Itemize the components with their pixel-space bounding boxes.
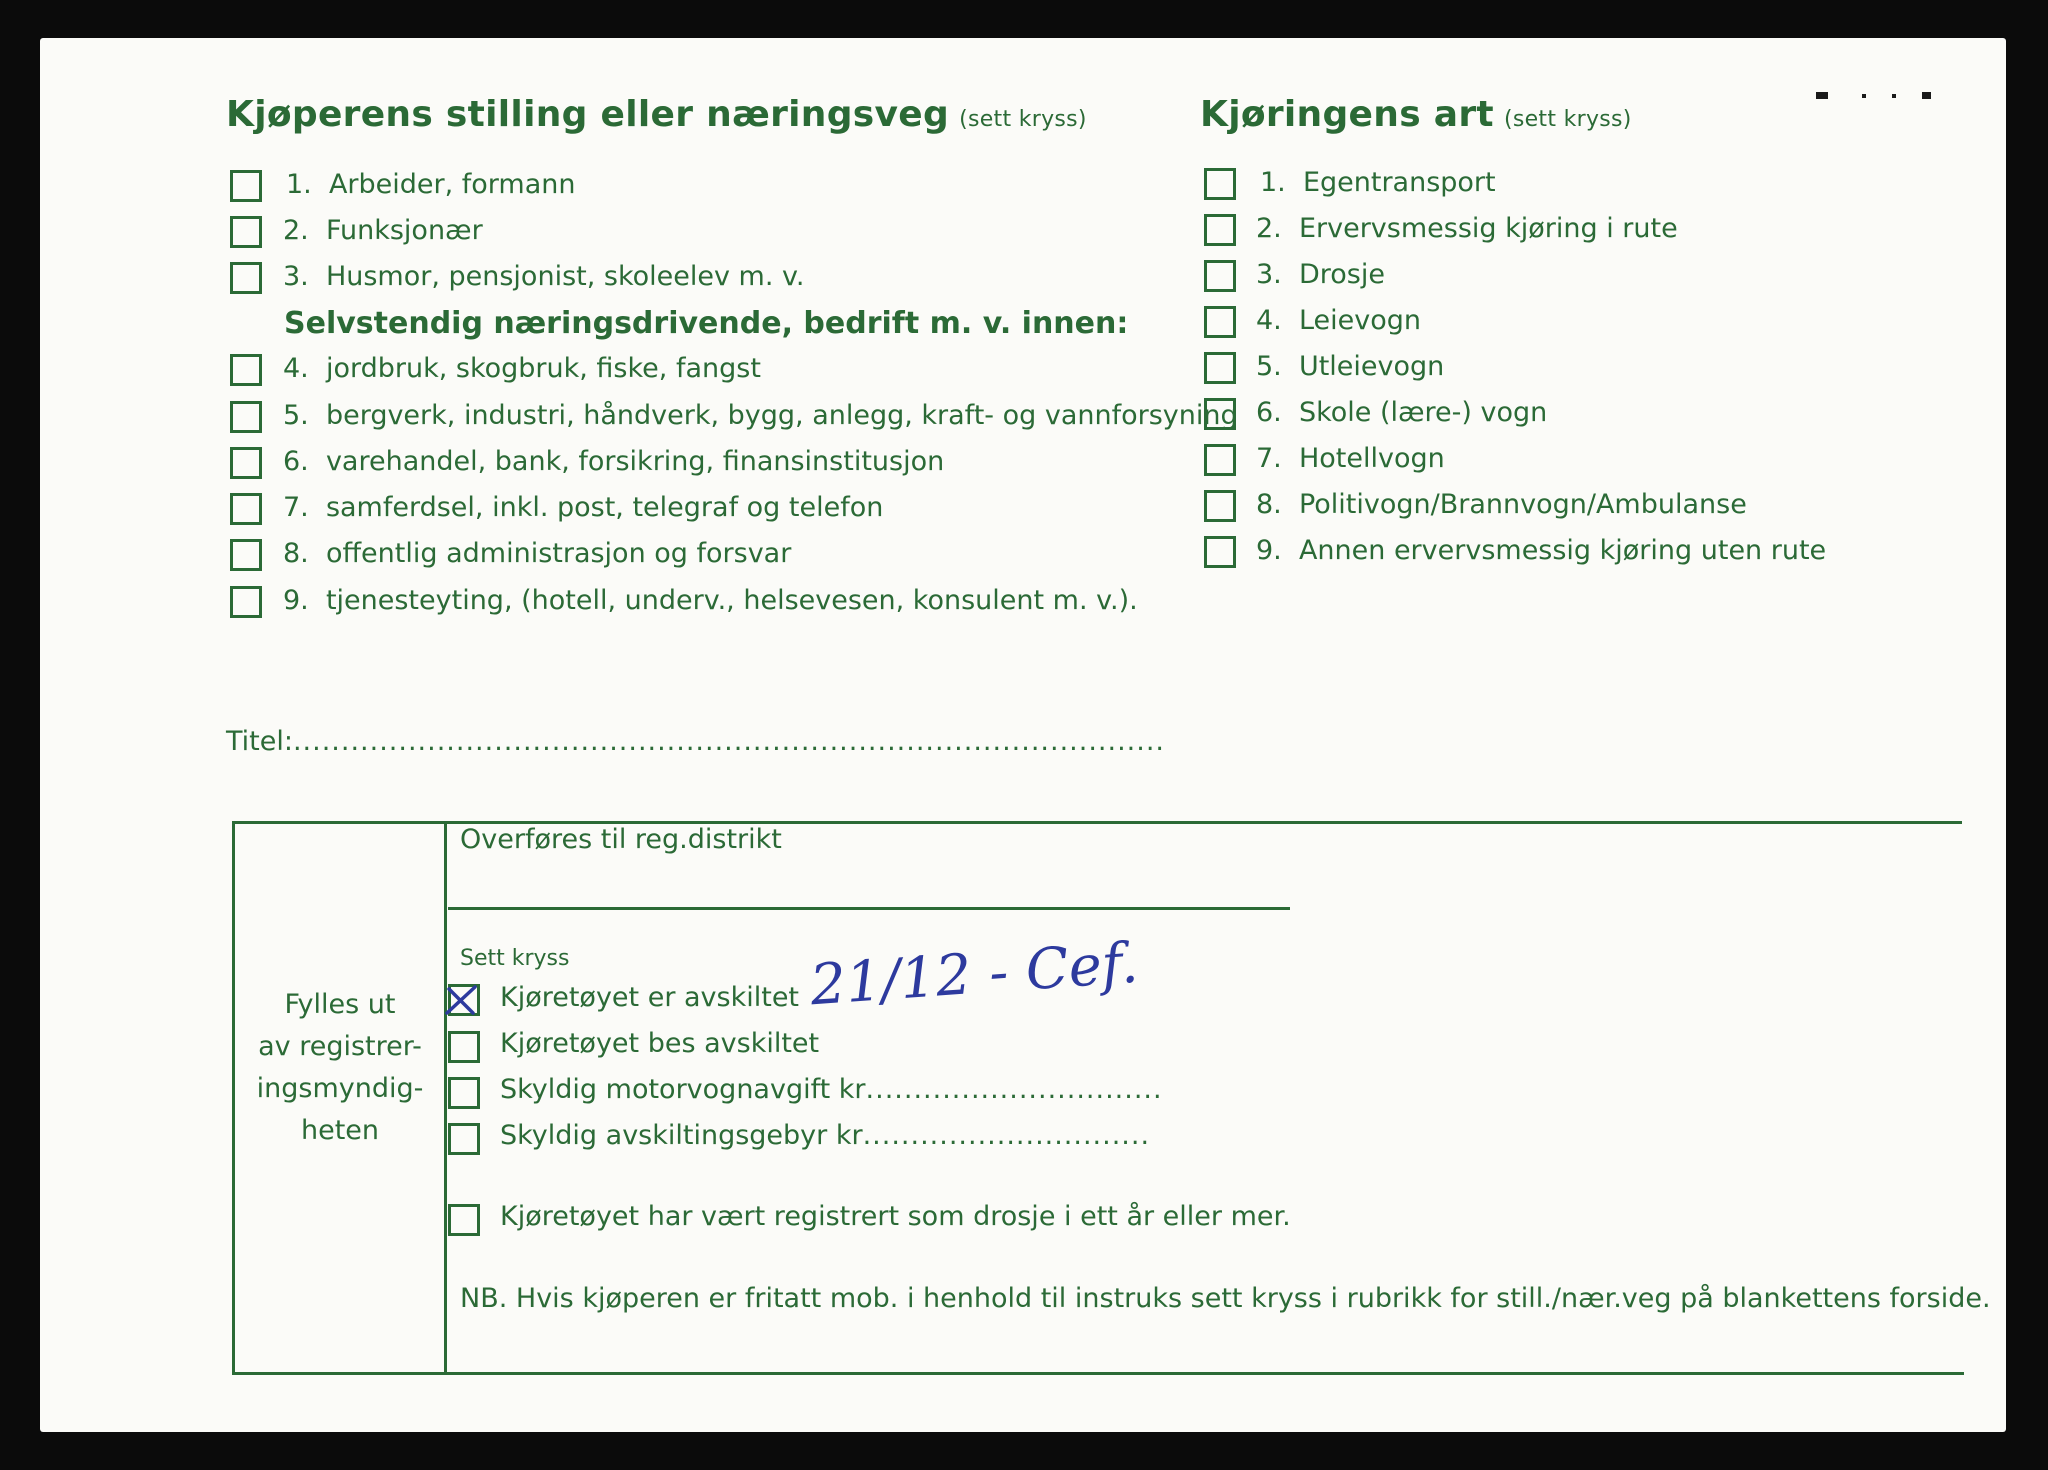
occupation-item-5: 5. bergverk, industri, håndverk, bygg, anlegg, kraft- og vannforsyning <box>283 400 1238 431</box>
driving-item-4: 4. Leievogn <box>1256 305 1421 336</box>
checkbox-driving-3[interactable] <box>1204 260 1236 292</box>
occupation-item-2: 2. Funksjonær <box>283 215 483 246</box>
check-label-request-deregister: Kjøretøyet bes avskiltet <box>500 1028 820 1059</box>
right-title-hint: (sett kryss) <box>1503 107 1632 132</box>
box-divider <box>444 821 447 1375</box>
occupation-item-4: 4. jordbruk, skogbruk, fiske, fangst <box>283 353 761 384</box>
check-label-taxi-one-year: Kjøretøyet har vært registrert som drosje i ett år eller mer. <box>500 1201 1291 1232</box>
occupation-item-8: 8. offentlig administrasjon og forsvar <box>283 538 792 569</box>
scan-mark <box>1816 92 1828 99</box>
checkbox-occupation-3[interactable] <box>230 262 262 294</box>
scan-mark <box>1862 94 1866 98</box>
check-label-vehicle-tax: Skyldig motorvognavgift kr............................... <box>500 1074 1163 1105</box>
nb-note: NB. Hvis kjøperen er fritatt mob. i henhold til instruks sett kryss i rubrikk for still./nær.veg på blankettens forside. <box>460 1283 1991 1314</box>
checkbox-driving-8[interactable] <box>1204 490 1236 522</box>
occupation-item-7: 7. samferdsel, inkl. post, telegraf og telefon <box>283 492 884 523</box>
checkbox-occupation-9[interactable] <box>230 586 262 618</box>
checkbox-vehicle-tax[interactable] <box>448 1077 480 1109</box>
driving-item-7: 7. Hotellvogn <box>1256 443 1445 474</box>
driving-item-5: 5. Utleievogn <box>1256 351 1445 382</box>
right-section-title <box>1200 94 1632 135</box>
title-field-dots: ........................................................................................... <box>292 726 1165 757</box>
checkbox-occupation-2[interactable] <box>230 216 262 248</box>
checkbox-driving-7[interactable] <box>1204 444 1236 476</box>
driving-item-8: 8. Politivogn/Brannvogn/Ambulanse <box>1256 489 1747 520</box>
checkbox-driving-5[interactable] <box>1204 352 1236 384</box>
driving-item-9: 9. Annen ervervsmessig kjøring uten rute <box>1256 535 1827 566</box>
driving-item-1: 1. Egentransport <box>1260 167 1496 198</box>
authority-side-label: Fylles ut av registrer- ingsmyndig- heten <box>256 989 424 1146</box>
driving-item-6: 6. Skole (lære-) vogn <box>1256 397 1548 428</box>
left-section-title <box>226 94 1087 135</box>
transfer-label: Overføres til reg.distrikt <box>460 824 782 855</box>
checkbox-driving-4[interactable] <box>1204 306 1236 338</box>
check-hint: Sett kryss <box>460 946 570 971</box>
left-title-text: Kjøperens stilling eller næringsveg <box>226 94 950 135</box>
checkbox-deregistration-fee[interactable] <box>448 1123 480 1155</box>
check-x-mark-icon <box>443 983 483 1017</box>
occupation-item-9: 9. tjenesteyting, (hotell, underv., helsevesen, konsulent m. v.). <box>283 585 1138 616</box>
right-title-text: Kjøringens art <box>1200 94 1494 135</box>
occupation-item-1: 1. Arbeider, formann <box>286 169 576 200</box>
checkbox-taxi-one-year[interactable] <box>448 1204 480 1236</box>
check-label-deregistration-fee: Skyldig avskiltingsgebyr kr.............................. <box>500 1120 1151 1151</box>
checkbox-occupation-5[interactable] <box>230 401 262 433</box>
checkbox-occupation-4[interactable] <box>230 354 262 386</box>
checkbox-occupation-7[interactable] <box>230 493 262 525</box>
occupation-item-3: 3. Husmor, pensjonist, skoleelev m. v. <box>283 261 805 292</box>
checkbox-occupation-1[interactable] <box>230 170 262 202</box>
title-field[interactable] <box>226 726 1165 757</box>
driving-item-2: 2. Ervervsmessig kjøring i rute <box>1256 213 1678 244</box>
occupation-item-6: 6. varehandel, bank, forsikring, finansinstitusjon <box>283 446 945 477</box>
box-left-border <box>232 821 235 1375</box>
title-field-label: Titel: <box>226 726 293 757</box>
self-employed-subheading: Selvstendig næringsdrivende, bedrift m. v. innen: <box>284 306 1129 341</box>
checkbox-driving-9[interactable] <box>1204 536 1236 568</box>
checkbox-occupation-8[interactable] <box>230 539 262 571</box>
box-bottom-border <box>232 1372 1964 1375</box>
checkbox-driving-6[interactable] <box>1204 398 1236 430</box>
handwritten-date: 21/12 - Cef. <box>808 930 1141 1019</box>
left-title-hint: (sett kryss) <box>959 107 1087 132</box>
checkbox-request-deregister[interactable] <box>448 1031 480 1063</box>
checkbox-driving-1[interactable] <box>1204 168 1236 200</box>
scan-mark <box>1922 92 1931 99</box>
check-label-deregistered: Kjøretøyet er avskiltet <box>500 982 800 1013</box>
transfer-input-line[interactable] <box>448 907 1290 910</box>
checkbox-driving-2[interactable] <box>1204 214 1236 246</box>
driving-item-3: 3. Drosje <box>1256 259 1385 290</box>
checkbox-deregistered[interactable] <box>448 984 480 1016</box>
form-card <box>40 38 2006 1432</box>
checkbox-occupation-6[interactable] <box>230 447 262 479</box>
scan-mark <box>1892 94 1896 98</box>
